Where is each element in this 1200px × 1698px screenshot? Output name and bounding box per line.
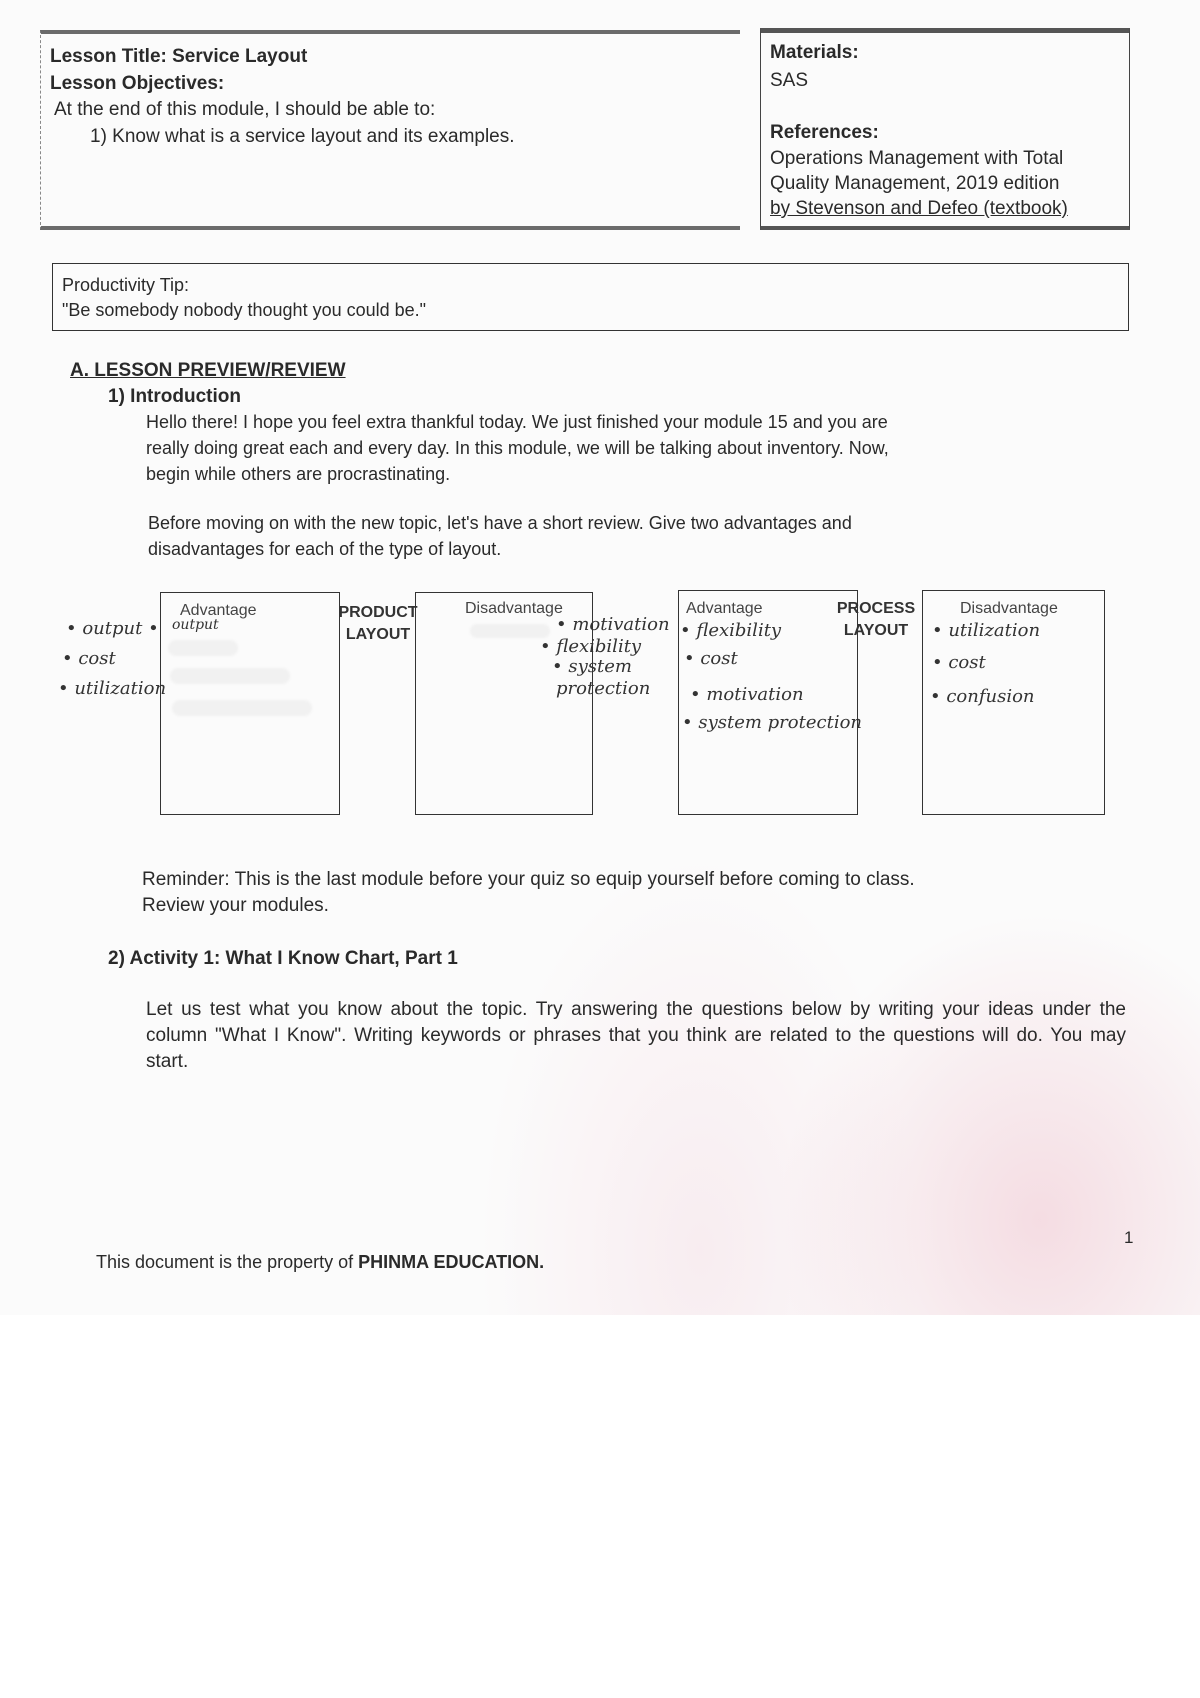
lesson-title: Lesson Title: Service Layout — [50, 46, 308, 67]
handwritten-note: • utilization — [58, 678, 167, 699]
handwritten-note: • cost — [62, 648, 116, 669]
handwritten-note: • confusion — [930, 686, 1035, 707]
handwritten-note: • cost — [932, 652, 986, 673]
product-layout-label: PRODUCT — [338, 604, 418, 621]
footer-property — [96, 1249, 544, 1275]
footer-owner: PHINMA EDUCATION. — [358, 1252, 545, 1272]
objective-item: 1) Know what is a service layout and its examples. — [90, 126, 515, 147]
handwritten-note: protection — [556, 678, 651, 699]
page-number: 1 — [1124, 1228, 1134, 1247]
handwritten-note: • motivation — [556, 614, 670, 635]
references-label: References: — [770, 122, 879, 143]
intro-line: Hello there! I hope you feel extra thankful today. We just finished your module 15 and you are — [146, 412, 888, 432]
activity-body: Let us test what you know about the topic. Try answering the questions below by writing your ideas under the column "What I Know". Writing keywords or phrases that you think are related to the questions will do. You may start. — [146, 999, 1126, 1072]
footer-property-prefix: This document is the property of — [96, 1252, 359, 1272]
reference-line: Quality Management, 2019 edition — [770, 173, 1060, 194]
erased-smudge — [170, 668, 290, 684]
erased-smudge — [470, 624, 550, 638]
process-disadvantage-header: Disadvantage — [960, 600, 1058, 617]
process-layout-label: LAYOUT — [843, 622, 909, 639]
reference-line: Operations Management with Total — [770, 148, 1064, 169]
product-advantage-header: Advantage — [180, 602, 257, 619]
handwritten-note: • utilization — [932, 620, 1041, 641]
tip-label: Productivity Tip: — [62, 275, 190, 295]
materials-label: Materials: — [770, 42, 859, 63]
erased-smudge — [168, 640, 238, 656]
intro-line: begin while others are procrastinating. — [146, 464, 451, 484]
handwritten-note: • output • — [66, 618, 159, 639]
objectives-intro: At the end of this module, I should be able to: — [54, 99, 436, 120]
section-heading: A. LESSON PREVIEW/REVIEW — [70, 360, 346, 381]
reminder-line: Review your modules. — [142, 895, 329, 916]
introduction-heading: 1) Introduction — [108, 386, 241, 407]
handwritten-note: • system — [552, 656, 632, 677]
erased-smudge — [172, 700, 312, 716]
materials-value: SAS — [770, 70, 809, 91]
reminder-line: Reminder: This is the last module before your quiz so equip yourself before coming to class. — [142, 869, 915, 890]
handwritten-note: output — [172, 617, 219, 633]
product-disadvantage-header: Disadvantage — [465, 600, 563, 617]
review-line: disadvantages for each of the type of layout. — [148, 539, 502, 559]
handwritten-note: • motivation — [690, 684, 804, 705]
tip-quote: "Be somebody nobody thought you could be." — [62, 300, 427, 320]
handwritten-note: • cost — [684, 648, 738, 669]
activity-heading: 2) Activity 1: What I Know Chart, Part 1 — [108, 948, 458, 969]
product-layout-label: LAYOUT — [345, 626, 411, 643]
handwritten-note: • flexibility — [680, 620, 782, 641]
process-advantage-header: Advantage — [686, 600, 763, 617]
reference-line: by Stevenson and Defeo (textbook) — [770, 198, 1068, 219]
intro-line: really doing great each and every day. In this module, we will be talking about inventory. Now, — [146, 438, 889, 458]
objectives-label: Lesson Objectives: — [50, 73, 225, 94]
handwritten-note: • system protection — [682, 712, 863, 733]
review-line: Before moving on with the new topic, let's have a short review. Give two advantages and — [148, 513, 852, 533]
process-layout-label: PROCESS — [836, 600, 916, 617]
handwritten-note: • flexibility — [540, 636, 642, 657]
